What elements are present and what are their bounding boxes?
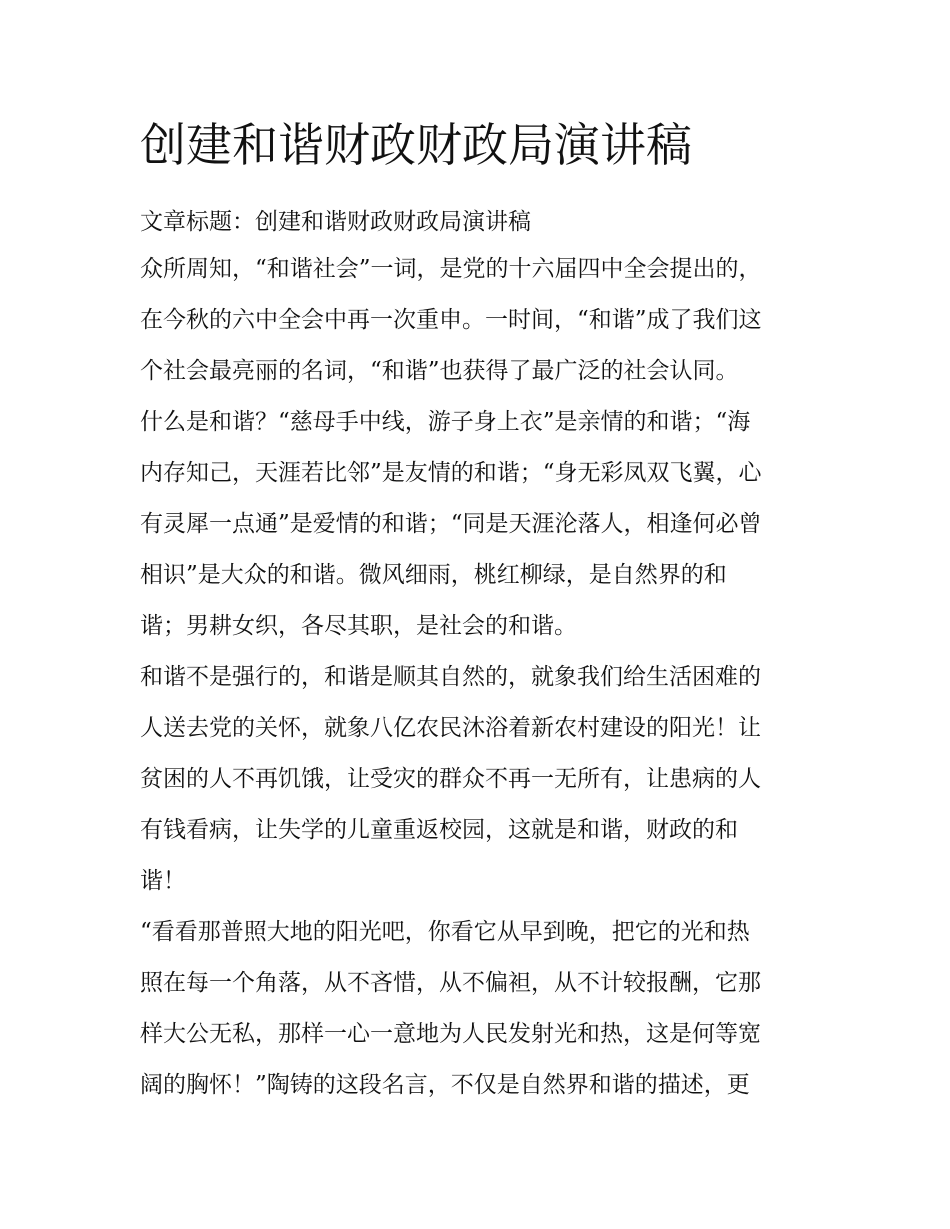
body-line: 人送去党的关怀，就象八亿农民沐浴着新农村建设的阳光！让 (140, 715, 761, 741)
body-line: 谐；男耕女织，各尽其职，是社会的和谐。 (140, 613, 577, 639)
body-line: 阔的胸怀！”陶铸的这段名言，不仅是自然界和谐的描述，更 (140, 1072, 750, 1098)
article-title-line: 文章标题：创建和谐财政财政局演讲稿 (140, 209, 531, 235)
document-body (140, 200, 820, 1111)
body-line: 在今秋的六中全会中再一次重申。一时间，“和谐”成了我们这 (140, 307, 762, 333)
body-line: 贫困的人不再饥饿，让受灾的群众不再一无所有，让患病的人 (140, 766, 761, 792)
body-line: “看看那普照大地的阳光吧，你看它从早到晚，把它的光和热 (140, 919, 750, 945)
body-line: 谐！ (140, 868, 186, 894)
body-line: 照在每一个角落，从不吝惜，从不偏袒，从不计较报酬，它那 (140, 970, 761, 996)
body-line: 个社会最亮丽的名词，“和谐”也获得了最广泛的社会认同。 (140, 358, 739, 384)
body-line: 什么是和谐？“慈母手中线，游子身上衣”是亲情的和谐；“海 (140, 409, 751, 435)
body-line: 有钱看病，让失学的儿童重返校园，这就是和谐，财政的和 (140, 817, 738, 843)
body-line: 和谐不是强行的，和谐是顺其自然的，就象我们给生活困难的 (140, 664, 761, 690)
document-title: 创建和谐财政财政局演讲稿 (140, 118, 692, 172)
body-line: 有灵犀一点通”是爱情的和谐；“同是天涯沦落人，相逢何必曾 (140, 511, 762, 537)
body-line: 样大公无私，那样一心一意地为人民发射光和热，这是何等宽 (140, 1021, 761, 1047)
body-line: 相识”是大众的和谐。微风细雨，桃红柳绿，是自然界的和 (140, 562, 727, 588)
body-line: 内存知己，天涯若比邻”是友情的和谐；“身无彩凤双飞翼，心 (140, 460, 762, 486)
body-line: 众所周知，“和谐社会”一词，是党的十六届四中全会提出的， (140, 256, 762, 282)
